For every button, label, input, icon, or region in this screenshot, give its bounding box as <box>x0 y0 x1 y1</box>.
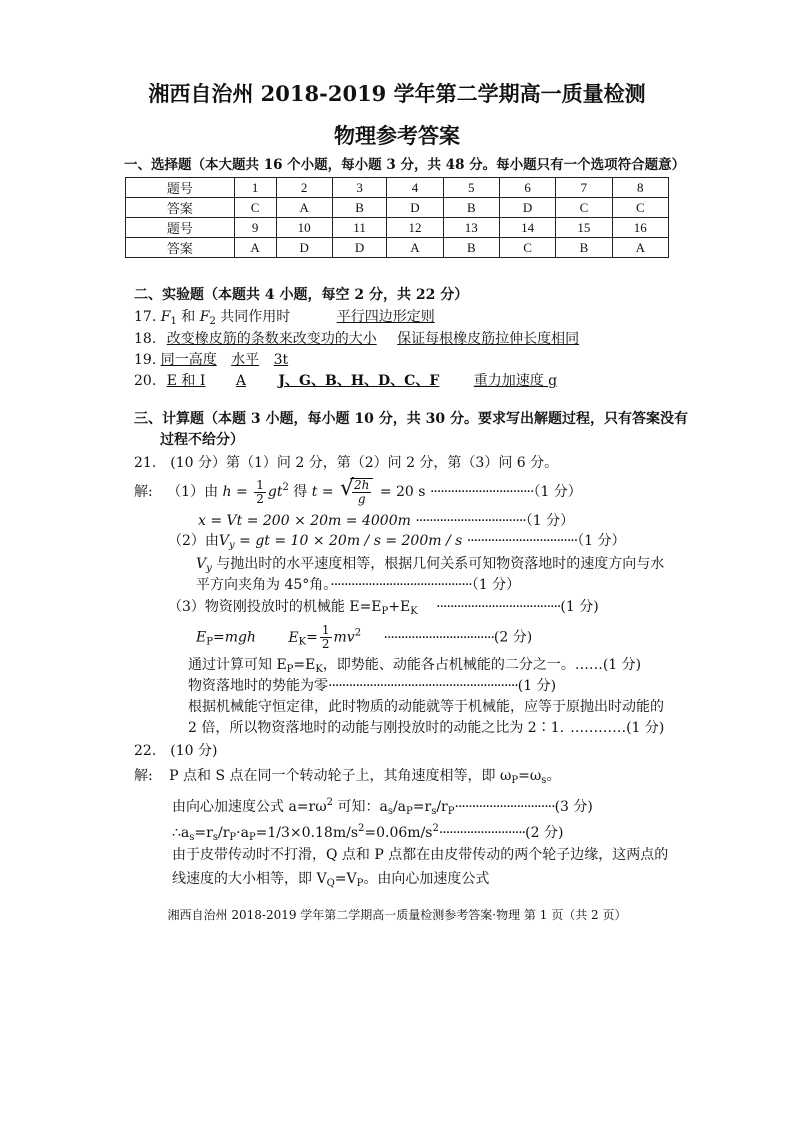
page-footer: 湘西自治州 2018-2019 学年第二学期高一质量检测参考答案·物理 第 1 页（共 2 页） <box>167 908 627 922</box>
table-cell: 10 <box>276 218 332 238</box>
table-cell: B <box>443 198 499 218</box>
q17-line: 17. $F_1$ 和 $F_2$ 共同作用时 平行四边形定则 <box>134 309 435 327</box>
q22-line2: 由向心加速度公式 $a=r\omega^2$ 可知：$a_s/a_P=r_s/r_P\cdot\cdot\cdot\cdot\cdot\cdot\cdot\cdot\cdot\cdot\cdot\cdot\cdot\cdot\cdot\cdot\cdot\cdot\cdot\cdot\cdot\cdot\cdot\cdot\cdot\cdot\cdot\cdot\cdot(3$ 分) <box>172 797 593 817</box>
q21-step2a: （2）由$V_y$ = gt = 10 × 20m / s = 200m / s ································（1 分） <box>168 533 626 551</box>
section3-heading: 三、计算题（本题 3 小题，每小题 10 分，共 30 分。要求写出解题过程，只有答案没有 <box>134 411 688 427</box>
q21-step3c: 通过计算可知 $E_P=E_K$，即势能、动能各占机械能的二分之一。……(1 分) <box>188 657 642 675</box>
table-row-header: 答案 <box>126 238 235 258</box>
table-row <box>126 218 669 238</box>
table-cell: 8 <box>612 178 668 198</box>
q22-line1: 解: P 点和 S 点在同一个转动轮子上，其角速度相等，即 $\omega_P=\omega_s$。 <box>134 768 561 786</box>
q19-answer-2: 水平 <box>231 352 260 368</box>
page-title: 湘西自治州 2018-2019 学年第二学期高一质量检测 <box>148 81 646 106</box>
section1-heading: 一、选择题（本大题共 16 个小题，每小题 3 分，共 48 分。每小题只有一个选项符合题意） <box>124 157 686 173</box>
section2-heading: 二、实验题（本题共 4 小题，每空 2 分，共 22 分） <box>134 287 469 303</box>
table-cell: 1 <box>234 178 276 198</box>
q21-step2c: 平方向夹角为 45°角。·········································（1 分） <box>196 577 521 593</box>
q21-step2b: $V_y$ 与抛出时的水平速度相等，根据几何关系可知物资落地时的速度方向与水 <box>196 556 665 574</box>
q17-answer: 平行四边形定则 <box>336 309 435 325</box>
q22-line3: $\therefore a_s=r_s/r_P\cdot a_P=1/3\times 0.18m/s^2=0.06m/s^2\cdot\cdot\cdot\cdot\cdot\cdot\cdot\cdot\cdot\cdot\cdot\cdot\cdot\cdot\cdot\cdot\cdot\cdot\cdot\cdot\cdot\cdot\cdot\cdot\cdot(2$ 分) <box>172 823 564 843</box>
table-cell: A <box>276 198 332 218</box>
table-cell: 11 <box>332 218 386 238</box>
q19-line: 19. 同一高度 水平 3t <box>134 352 289 368</box>
q21-step3d: 物资落地时的势能为零·······················································(1 分) <box>188 678 557 694</box>
table-row <box>126 178 669 198</box>
table-cell: B <box>332 198 386 218</box>
table-cell: D <box>387 198 443 218</box>
table-cell: D <box>276 238 332 258</box>
table-cell: B <box>556 238 612 258</box>
table-cell: 12 <box>387 218 443 238</box>
table-cell: C <box>499 238 555 258</box>
q18-answer-1: 改变橡皮筋的条数来改变功的大小 <box>166 331 377 347</box>
table-cell: 16 <box>612 218 668 238</box>
table-cell: 15 <box>556 218 612 238</box>
q19-answer-3: 3t <box>273 352 289 368</box>
table-cell: A <box>612 238 668 258</box>
table-cell: 4 <box>387 178 443 198</box>
sqrt-expression: √ $\frac{2h}{g}$ <box>340 478 373 506</box>
q21-step3b: $E_P=mgh$ $E_K=$ $\frac{1}{2}$ $mv^2 \cdot\cdot\cdot\cdot\cdot\cdot\cdot\cdot\cdot\cdot\cdot\cdot\cdot\cdot\cdot\cdot\cdot\cdot\cdot\cdot\cdot\cdot\cdot\cdot\cdot\cdot\cdot\cdot\cdot\cdot\cdot\cdot(2$ 分) <box>196 623 533 651</box>
q20-line: 20. E 和 I A J、G、B、H、D、C、F 重力加速度 g <box>134 373 558 389</box>
table-cell: 9 <box>234 218 276 238</box>
table-cell: A <box>234 238 276 258</box>
table-row <box>126 198 669 218</box>
q22-intro: 22. (10 分) <box>134 743 218 759</box>
fraction-half: $\frac{1}{2}$ <box>256 477 264 506</box>
q19-answer-1: 同一高度 <box>160 352 217 368</box>
table-cell: B <box>443 238 499 258</box>
table-row-header: 题号 <box>126 178 235 198</box>
table-cell: 3 <box>332 178 386 198</box>
table-cell: C <box>612 198 668 218</box>
page-subtitle: 物理参考答案 <box>334 123 460 148</box>
table-cell: A <box>387 238 443 258</box>
q21-step1b: x = Vt = 200 × 20m = 4000m ································（1 分） <box>198 513 575 529</box>
table-cell: 2 <box>276 178 332 198</box>
table-cell: C <box>234 198 276 218</box>
q20-answer-1: E 和 I <box>166 373 206 389</box>
table-cell: 14 <box>499 218 555 238</box>
q18-line: 18. 改变橡皮筋的条数来改变功的大小 保证每根橡皮筋拉伸长度相同 <box>134 331 580 347</box>
table-cell: 6 <box>499 178 555 198</box>
table-cell: D <box>499 198 555 218</box>
table-cell: 5 <box>443 178 499 198</box>
table-row <box>126 238 669 258</box>
q22-line5: 线速度的大小相等，即 $V_Q=V_P$。由向心加速度公式 <box>172 871 490 889</box>
q21-step3e: 根据机械能守恒定律，此时物质的动能就等于机械能，应等于原抛出时动能的 <box>188 699 664 715</box>
q21-intro: 21. (10 分）第（1）问 2 分，第（2）问 2 分，第（3）问 6 分。 <box>134 455 559 471</box>
q21-step3f: 2 倍，所以物资落地时的动能与刚投放时的动能之比为 2∶1. …………(1 分) <box>188 720 665 736</box>
table-cell: 7 <box>556 178 612 198</box>
answer-table <box>125 177 669 258</box>
table-row-header: 题号 <box>126 218 235 238</box>
table-cell: 13 <box>443 218 499 238</box>
section3-heading-cont: 过程不给分） <box>160 432 244 448</box>
q20-answer-3: J、G、B、H、D、C、F <box>278 373 440 389</box>
q22-line4: 由于皮带传动时不打滑，Q 点和 P 点都在由皮带传动的两个轮子边缘，这两点的 <box>172 847 669 863</box>
fraction-half-2: $\frac{1}{2}$ <box>321 623 330 651</box>
q21-step3a: （3）物资刚投放时的机械能 $E=E_P+E_K \cdot\cdot\cdot\cdot\cdot\cdot\cdot\cdot\cdot\cdot\cdot\cdot\cdot\cdot\cdot\cdot\cdot\cdot\cdot\cdot\cdot\cdot\cdot\cdot\cdot\cdot\cdot\cdot\cdot\cdot\cdot\cdot\cdot\cdot\cdot\cdot(1$ 分) <box>168 599 599 617</box>
q18-answer-2: 保证每根橡皮筋拉伸长度相同 <box>397 331 580 347</box>
q20-answer-2: A <box>235 373 246 389</box>
table-cell: C <box>556 198 612 218</box>
table-row-header: 答案 <box>126 198 235 218</box>
table-cell: D <box>332 238 386 258</box>
q20-answer-4: 重力加速度 g <box>473 373 558 389</box>
q21-step1a: 解: （1）由 h = $\frac{1}{2}$ $gt^2$ 得 t = √ $\frac{2h}{g}$ = 20 s ······························（1 分） <box>134 476 582 506</box>
